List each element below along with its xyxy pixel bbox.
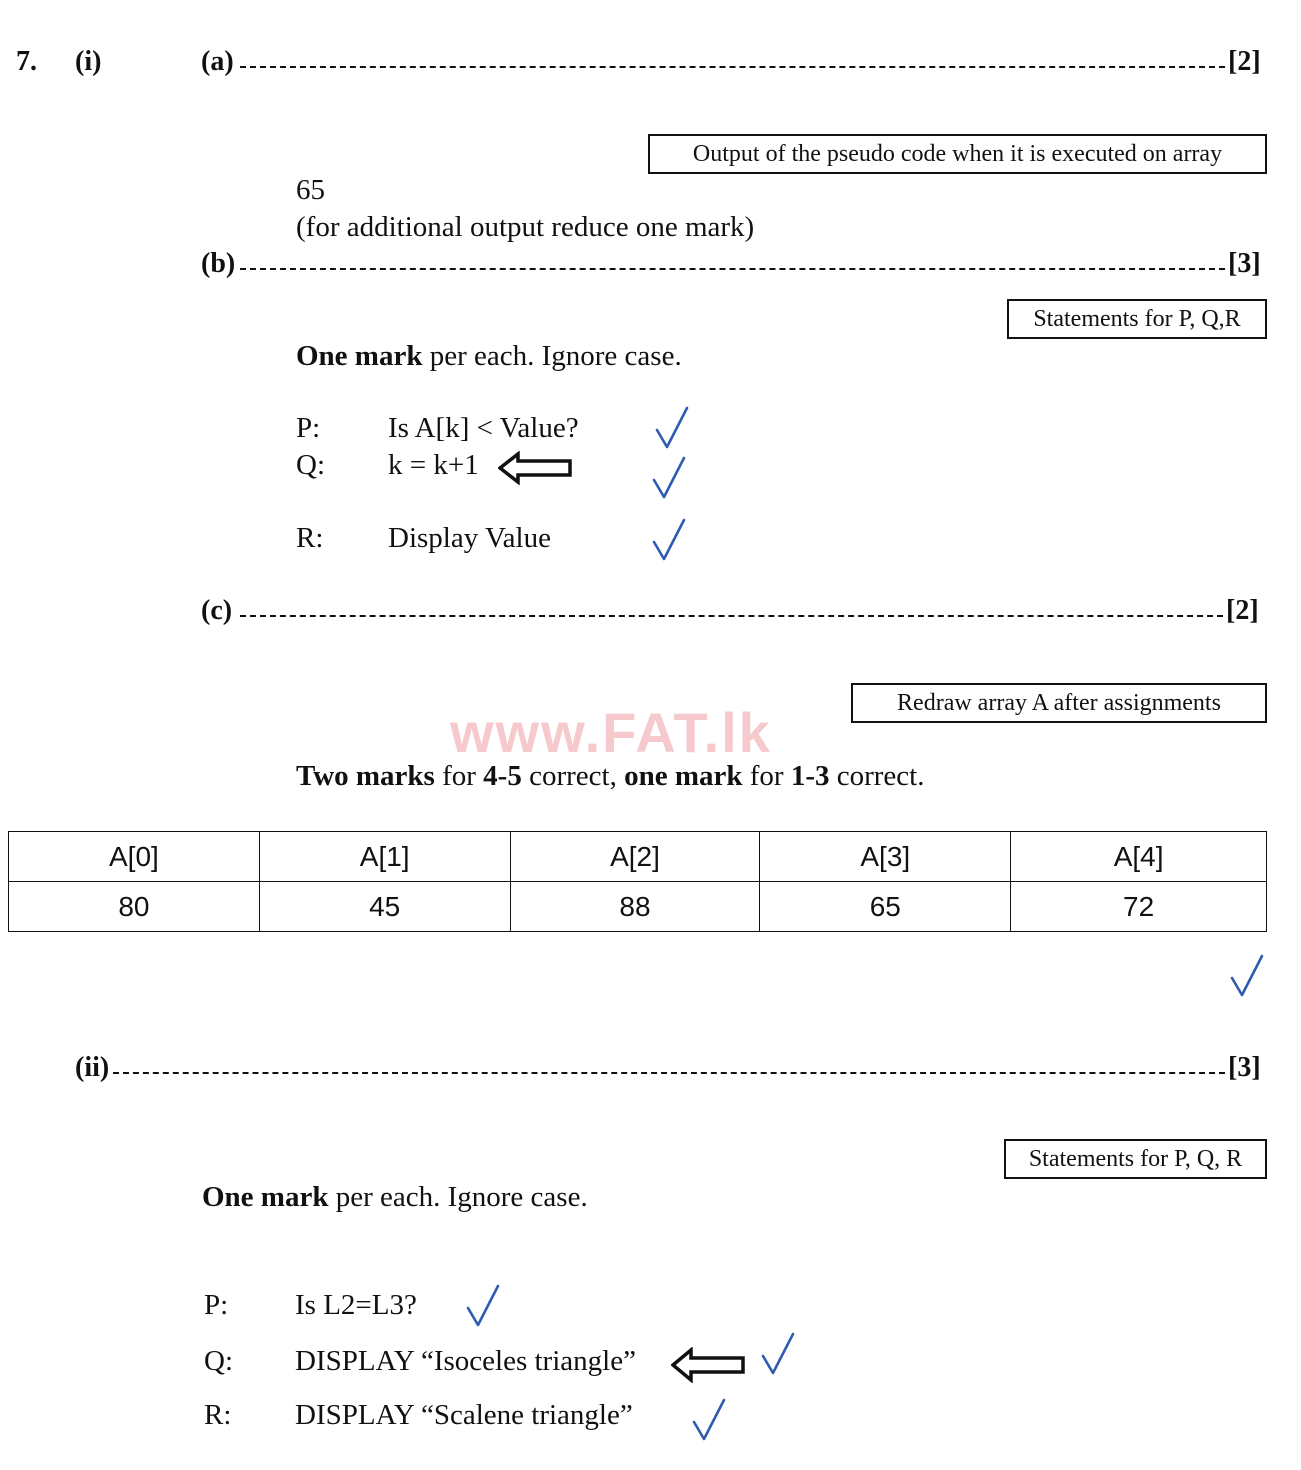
part-c-topic-box: Redraw array A after assignments bbox=[851, 683, 1267, 723]
part-ii-label: (ii) bbox=[75, 1052, 110, 1083]
part-ii-q-label: Q: bbox=[204, 1345, 233, 1377]
part-a-topic-box: Output of the pseudo code when it is executed on array bbox=[648, 134, 1267, 174]
part-b-instruction-rest: per each. Ignore case. bbox=[422, 340, 682, 372]
array-header-cell: A[1] bbox=[259, 832, 510, 882]
array-header-cell: A[0] bbox=[9, 832, 260, 882]
part-b-r-text: Display Value bbox=[388, 522, 551, 554]
array-value-cell: 72 bbox=[1011, 882, 1267, 932]
part-b-r-label: R: bbox=[296, 522, 324, 554]
part-c-instr-t3: for bbox=[742, 760, 791, 792]
part-c-instr-t2: correct, bbox=[521, 760, 625, 792]
part-ii-topic-box: Statements for P, Q, R bbox=[1004, 1139, 1267, 1179]
array-value-cell: 80 bbox=[9, 882, 260, 932]
part-ii-divider bbox=[113, 1072, 1225, 1074]
part-ii-instruction-bold: One mark bbox=[202, 1181, 329, 1213]
part-b-marks: [3] bbox=[1228, 248, 1261, 279]
part-ii-r-label: R: bbox=[204, 1399, 232, 1431]
part-ii-p-label: P: bbox=[204, 1289, 229, 1321]
part-a-answer: 65 bbox=[296, 174, 325, 206]
array-header-row bbox=[9, 832, 1267, 882]
part-b-q-text: k = k+1 bbox=[388, 449, 479, 481]
part-b-p-label: P: bbox=[296, 412, 321, 444]
part-c-marks: [2] bbox=[1226, 595, 1259, 626]
part-b-label: (b) bbox=[201, 248, 236, 279]
array-table bbox=[8, 831, 1267, 932]
array-value-cell: 65 bbox=[760, 882, 1011, 932]
part-b-p-text: Is A[k] < Value? bbox=[388, 412, 579, 444]
array-value-cell: 45 bbox=[259, 882, 510, 932]
part-i-label: (i) bbox=[75, 46, 102, 77]
array-header-cell: A[4] bbox=[1011, 832, 1267, 882]
part-c-instruction bbox=[296, 760, 925, 793]
part-b-topic-box: Statements for P, Q,R bbox=[1007, 299, 1267, 339]
part-a-marks: [2] bbox=[1228, 46, 1261, 77]
part-b-divider bbox=[240, 268, 1225, 270]
check-mark-icon bbox=[465, 1283, 501, 1329]
part-b-instruction-bold: One mark bbox=[296, 340, 423, 372]
check-mark-icon bbox=[1229, 953, 1265, 999]
check-mark-icon bbox=[760, 1331, 796, 1377]
part-c-instr-t4: correct. bbox=[829, 760, 925, 792]
watermark: www.FAT.lk bbox=[450, 701, 772, 764]
part-a-label: (a) bbox=[201, 46, 234, 77]
array-value-cell: 88 bbox=[510, 882, 760, 932]
part-ii-p-text: Is L2=L3? bbox=[295, 1289, 417, 1321]
question-number: 7. bbox=[16, 46, 37, 77]
part-a-divider bbox=[240, 66, 1225, 68]
part-ii-r-text: DISPLAY “Scalene triangle” bbox=[295, 1399, 633, 1431]
part-c-instr-b3: one mark bbox=[624, 760, 743, 792]
array-header-cell: A[2] bbox=[510, 832, 760, 882]
part-b-q-label: Q: bbox=[296, 449, 325, 481]
part-ii-marks: [3] bbox=[1228, 1052, 1261, 1083]
check-mark-icon bbox=[651, 455, 687, 501]
part-ii-q-text: DISPLAY “Isoceles triangle” bbox=[295, 1345, 636, 1377]
part-c-instr-b1: Two marks bbox=[296, 760, 435, 792]
array-header-cell: A[3] bbox=[760, 832, 1011, 882]
part-b-instruction bbox=[296, 340, 682, 373]
part-c-instr-t1: for bbox=[434, 760, 484, 792]
check-mark-icon bbox=[654, 405, 690, 451]
part-a-note: (for additional output reduce one mark) bbox=[296, 211, 755, 243]
part-c-instr-b4: 1-3 bbox=[790, 760, 830, 792]
left-arrow-icon bbox=[498, 451, 574, 485]
check-mark-icon bbox=[691, 1397, 727, 1443]
part-c-instr-b2: 4-5 bbox=[483, 760, 522, 792]
part-c-divider bbox=[240, 615, 1223, 617]
array-value-row bbox=[9, 882, 1267, 932]
part-c-label: (c) bbox=[201, 595, 233, 626]
part-ii-instruction-rest: per each. Ignore case. bbox=[328, 1181, 588, 1213]
check-mark-icon bbox=[651, 517, 687, 563]
left-arrow-icon bbox=[671, 1347, 747, 1383]
part-ii-instruction bbox=[202, 1181, 588, 1214]
